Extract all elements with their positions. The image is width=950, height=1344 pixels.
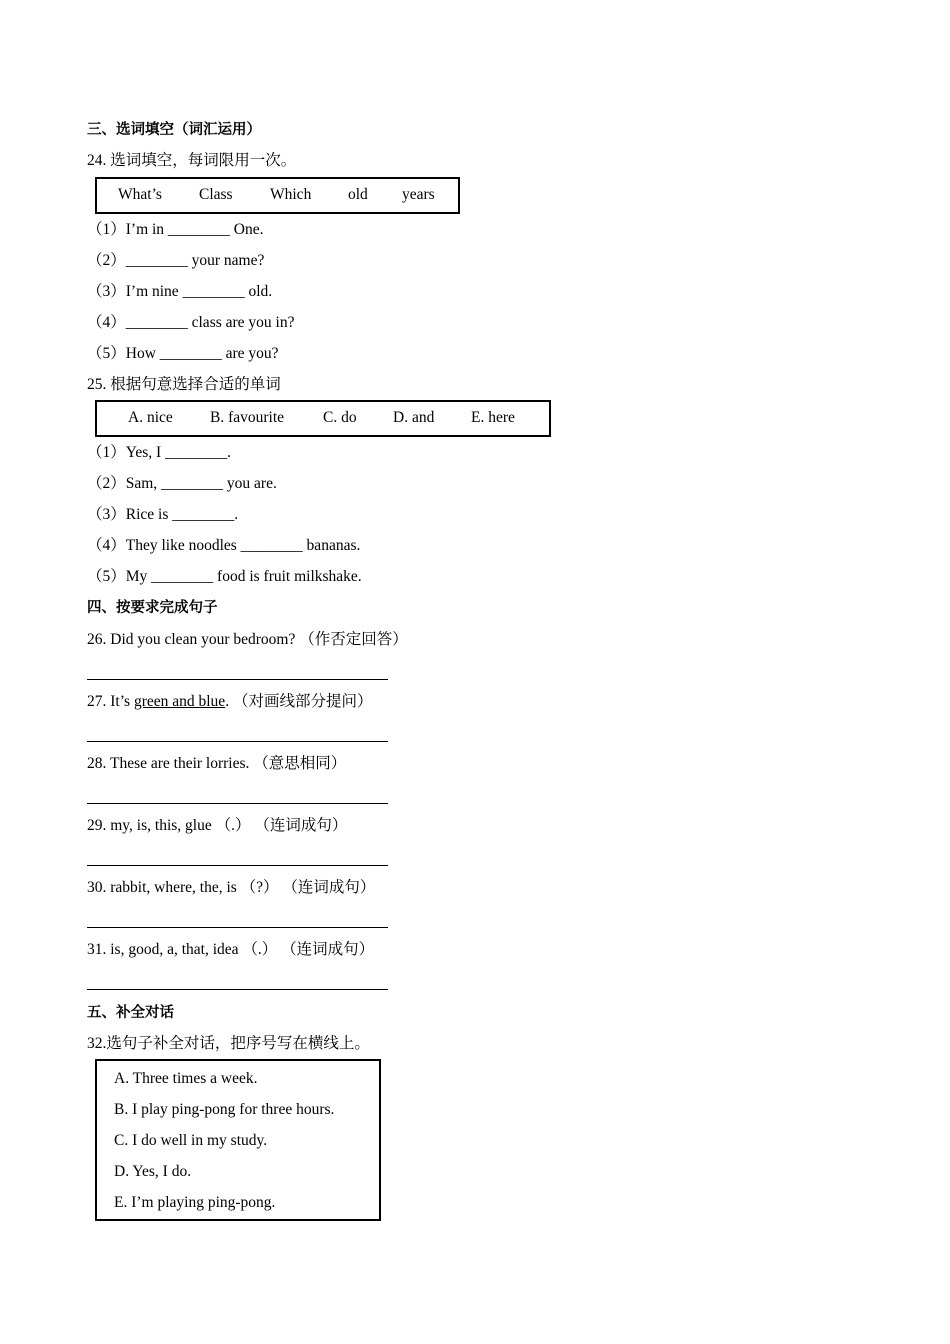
q25-item-4: （4）They like noodles ________ bananas. [87,537,361,554]
word-bank-item: Which [270,186,312,203]
option-item: C. do [323,409,357,426]
q24-item-3: （3）I’m nine ________ old. [87,283,273,300]
q27-text [87,692,372,712]
q24-prompt: 24. 选词填空，每词限用一次。 [87,152,297,169]
q25-prompt: 25. 根据句意选择合适的单词 [87,376,281,393]
answer-line [87,679,388,680]
option-item: B. favourite [210,409,285,426]
option-item: B. I play ping-pong for three hours. [114,1101,335,1118]
answer-line [87,989,388,990]
q24-item-4: （4）________ class are you in? [87,314,295,331]
answer-line [87,927,388,928]
answer-line [87,741,388,742]
option-item: A. Three times a week. [114,1070,258,1087]
option-item: E. here [471,409,515,426]
q27-text-after: . （对画线部分提问） [225,693,373,710]
q25-item-5: （5）My ________ food is fruit milkshake. [87,568,362,585]
q31-text: 31. is, good, a, that, idea （.） （连词成句） [87,941,375,958]
section-5-title: 五、补全对话 [87,1005,174,1021]
q30-text: 30. rabbit, where, the, is （?） （连词成句） [87,879,376,896]
answer-line [87,865,388,866]
q25-option-box [95,400,551,437]
option-item: D. Yes, I do. [114,1163,192,1180]
q25-item-1: （1）Yes, I ________. [87,444,231,461]
word-bank-item: Class [199,186,233,203]
q27-underlined: green and blue [133,693,226,710]
q29-text: 29. my, is, this, glue （.） （连词成句） [87,817,348,834]
word-bank-item: old [348,186,368,203]
q24-item-2: （2）________ your name? [87,252,265,269]
section-3-title: 三、选词填空（词汇运用） [87,122,261,138]
option-item: A. nice [128,409,173,426]
q32-prompt: 32.选句子补全对话，把序号写在横线上。 [87,1035,370,1052]
q26-text: 26. Did you clean your bedroom? （作否定回答） [87,631,408,648]
word-bank-item: years [402,186,435,203]
option-item: E. I’m playing ping-pong. [114,1194,276,1211]
option-item: D. and [393,409,435,426]
q32-option-box [95,1059,381,1221]
q24-word-box [95,177,460,214]
q27-text-before: 27. It’s [87,693,134,710]
word-bank-item: What’s [118,186,162,203]
answer-line [87,803,388,804]
q25-item-3: （3）Rice is ________. [87,506,239,523]
q24-item-5: （5）How ________ are you? [87,345,279,362]
q24-item-1: （1）I’m in ________ One. [87,221,264,238]
q28-text: 28. These are their lorries. （意思相同） [87,755,347,772]
option-item: C. I do well in my study. [114,1132,268,1149]
section-4-title: 四、按要求完成句子 [87,600,218,616]
q25-item-2: （2）Sam, ________ you are. [87,475,277,492]
